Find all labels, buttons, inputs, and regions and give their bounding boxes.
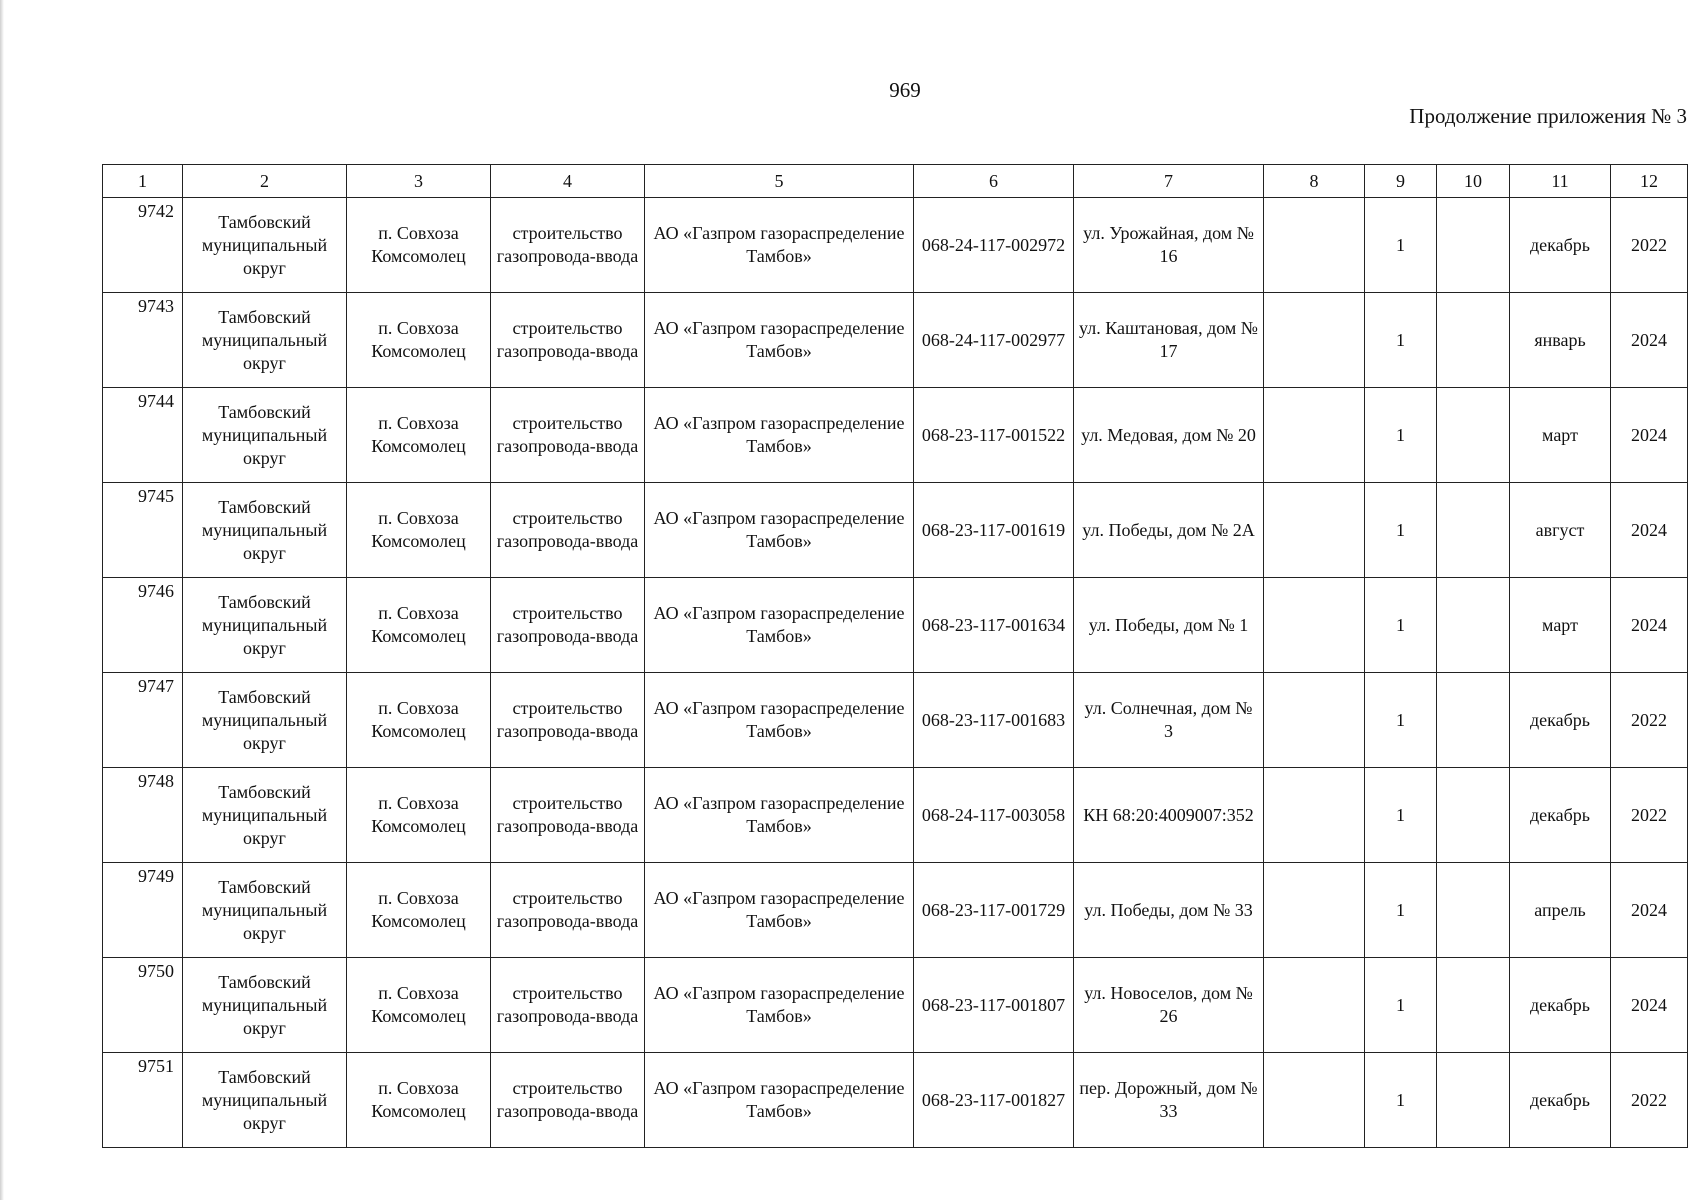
work-type-cell: строительство газопровода-ввода [491,863,645,958]
col10-cell [1437,578,1510,673]
settlement-cell: п. Совхоза Комсомолец [347,578,491,673]
col-header: 7 [1074,165,1264,198]
district-cell: Тамбовский муниципальный округ [183,863,347,958]
table-row [103,198,1688,293]
table-row [103,483,1688,578]
col8-cell [1264,578,1365,673]
quantity-cell: 1 [1365,293,1437,388]
col-header: 2 [183,165,347,198]
address-cell: ул. Победы, дом № 33 [1074,863,1264,958]
month-cell: август [1510,483,1611,578]
district-cell: Тамбовский муниципальный округ [183,1053,347,1148]
appendix-note: Продолжение приложения № 3 [1409,104,1687,128]
col10-cell [1437,768,1510,863]
settlement-cell: п. Совхоза Комсомолец [347,958,491,1053]
col8-cell [1264,388,1365,483]
col10-cell [1437,483,1510,578]
col-header: 12 [1611,165,1688,198]
row-number: 9747 [103,673,183,768]
row-number: 9745 [103,483,183,578]
code-cell: 068-23-117-001729 [914,863,1074,958]
col8-cell [1264,768,1365,863]
col-header: 5 [645,165,914,198]
organization-cell: АО «Газпром газораспределение Тамбов» [645,1053,914,1148]
work-type-cell: строительство газопровода-ввода [491,1053,645,1148]
work-type-cell: строительство газопровода-ввода [491,483,645,578]
table-row [103,863,1688,958]
settlement-cell: п. Совхоза Комсомолец [347,768,491,863]
month-cell: декабрь [1510,198,1611,293]
year-cell: 2024 [1611,958,1688,1053]
col-header: 9 [1365,165,1437,198]
row-number: 9743 [103,293,183,388]
col8-cell [1264,293,1365,388]
quantity-cell: 1 [1365,483,1437,578]
district-cell: Тамбовский муниципальный округ [183,958,347,1053]
col8-cell [1264,483,1365,578]
row-number: 9750 [103,958,183,1053]
year-cell: 2022 [1611,768,1688,863]
month-cell: декабрь [1510,958,1611,1053]
col8-cell [1264,863,1365,958]
row-number: 9749 [103,863,183,958]
district-cell: Тамбовский муниципальный округ [183,483,347,578]
year-cell: 2022 [1611,673,1688,768]
col8-cell [1264,958,1365,1053]
col10-cell [1437,293,1510,388]
district-cell: Тамбовский муниципальный округ [183,768,347,863]
quantity-cell: 1 [1365,673,1437,768]
col10-cell [1437,388,1510,483]
address-cell: ул. Медовая, дом № 20 [1074,388,1264,483]
row-number: 9742 [103,198,183,293]
month-cell: декабрь [1510,768,1611,863]
page-number: 969 [889,78,921,102]
organization-cell: АО «Газпром газораспределение Тамбов» [645,483,914,578]
organization-cell: АО «Газпром газораспределение Тамбов» [645,673,914,768]
row-number: 9748 [103,768,183,863]
table-row [103,578,1688,673]
address-cell: пер. Дорожный, дом № 33 [1074,1053,1264,1148]
work-type-cell: строительство газопровода-ввода [491,388,645,483]
code-cell: 068-23-117-001827 [914,1053,1074,1148]
year-cell: 2024 [1611,388,1688,483]
district-cell: Тамбовский муниципальный округ [183,388,347,483]
address-cell: ул. Солнечная, дом № 3 [1074,673,1264,768]
col-header: 1 [103,165,183,198]
address-cell: ул. Победы, дом № 2А [1074,483,1264,578]
year-cell: 2022 [1611,198,1688,293]
year-cell: 2022 [1611,1053,1688,1148]
table-row [103,768,1688,863]
code-cell: 068-24-117-003058 [914,768,1074,863]
table-row [103,1053,1688,1148]
settlement-cell: п. Совхоза Комсомолец [347,198,491,293]
month-cell: апрель [1510,863,1611,958]
address-cell: ул. Урожайная, дом № 16 [1074,198,1264,293]
year-cell: 2024 [1611,578,1688,673]
row-number: 9746 [103,578,183,673]
quantity-cell: 1 [1365,578,1437,673]
col10-cell [1437,958,1510,1053]
settlement-cell: п. Совхоза Комсомолец [347,388,491,483]
address-cell: ул. Новоселов, дом № 26 [1074,958,1264,1053]
address-cell: ул. Победы, дом № 1 [1074,578,1264,673]
code-cell: 068-24-117-002972 [914,198,1074,293]
organization-cell: АО «Газпром газораспределение Тамбов» [645,293,914,388]
work-type-cell: строительство газопровода-ввода [491,198,645,293]
row-number: 9751 [103,1053,183,1148]
year-cell: 2024 [1611,483,1688,578]
register-table [102,164,1688,1148]
code-cell: 068-23-117-001619 [914,483,1074,578]
work-type-cell: строительство газопровода-ввода [491,768,645,863]
work-type-cell: строительство газопровода-ввода [491,578,645,673]
table-row [103,293,1688,388]
work-type-cell: строительство газопровода-ввода [491,673,645,768]
code-cell: 068-24-117-002977 [914,293,1074,388]
table-row [103,958,1688,1053]
col-header: 11 [1510,165,1611,198]
col10-cell [1437,673,1510,768]
col-header: 3 [347,165,491,198]
year-cell: 2024 [1611,863,1688,958]
address-cell: ул. Каштановая, дом № 17 [1074,293,1264,388]
year-cell: 2024 [1611,293,1688,388]
col8-cell [1264,1053,1365,1148]
month-cell: декабрь [1510,1053,1611,1148]
work-type-cell: строительство газопровода-ввода [491,958,645,1053]
organization-cell: АО «Газпром газораспределение Тамбов» [645,388,914,483]
organization-cell: АО «Газпром газораспределение Тамбов» [645,768,914,863]
quantity-cell: 1 [1365,198,1437,293]
month-cell: март [1510,578,1611,673]
quantity-cell: 1 [1365,1053,1437,1148]
scan-edge [0,0,4,1200]
col10-cell [1437,863,1510,958]
work-type-cell: строительство газопровода-ввода [491,293,645,388]
quantity-cell: 1 [1365,863,1437,958]
district-cell: Тамбовский муниципальный округ [183,198,347,293]
code-cell: 068-23-117-001522 [914,388,1074,483]
district-cell: Тамбовский муниципальный округ [183,578,347,673]
col-header: 8 [1264,165,1365,198]
district-cell: Тамбовский муниципальный округ [183,293,347,388]
header-row [103,165,1688,198]
settlement-cell: п. Совхоза Комсомолец [347,1053,491,1148]
col-header: 6 [914,165,1074,198]
settlement-cell: п. Совхоза Комсомолец [347,673,491,768]
table-row [103,673,1688,768]
quantity-cell: 1 [1365,768,1437,863]
month-cell: декабрь [1510,673,1611,768]
col8-cell [1264,673,1365,768]
code-cell: 068-23-117-001634 [914,578,1074,673]
organization-cell: АО «Газпром газораспределение Тамбов» [645,578,914,673]
col-header: 10 [1437,165,1510,198]
code-cell: 068-23-117-001807 [914,958,1074,1053]
col-header: 4 [491,165,645,198]
col10-cell [1437,1053,1510,1148]
col10-cell [1437,198,1510,293]
organization-cell: АО «Газпром газораспределение Тамбов» [645,198,914,293]
row-number: 9744 [103,388,183,483]
organization-cell: АО «Газпром газораспределение Тамбов» [645,863,914,958]
address-cell: КН 68:20:4009007:352 [1074,768,1264,863]
district-cell: Тамбовский муниципальный округ [183,673,347,768]
settlement-cell: п. Совхоза Комсомолец [347,293,491,388]
settlement-cell: п. Совхоза Комсомолец [347,483,491,578]
table-row [103,388,1688,483]
month-cell: март [1510,388,1611,483]
settlement-cell: п. Совхоза Комсомолец [347,863,491,958]
month-cell: январь [1510,293,1611,388]
quantity-cell: 1 [1365,958,1437,1053]
col8-cell [1264,198,1365,293]
quantity-cell: 1 [1365,388,1437,483]
organization-cell: АО «Газпром газораспределение Тамбов» [645,958,914,1053]
code-cell: 068-23-117-001683 [914,673,1074,768]
